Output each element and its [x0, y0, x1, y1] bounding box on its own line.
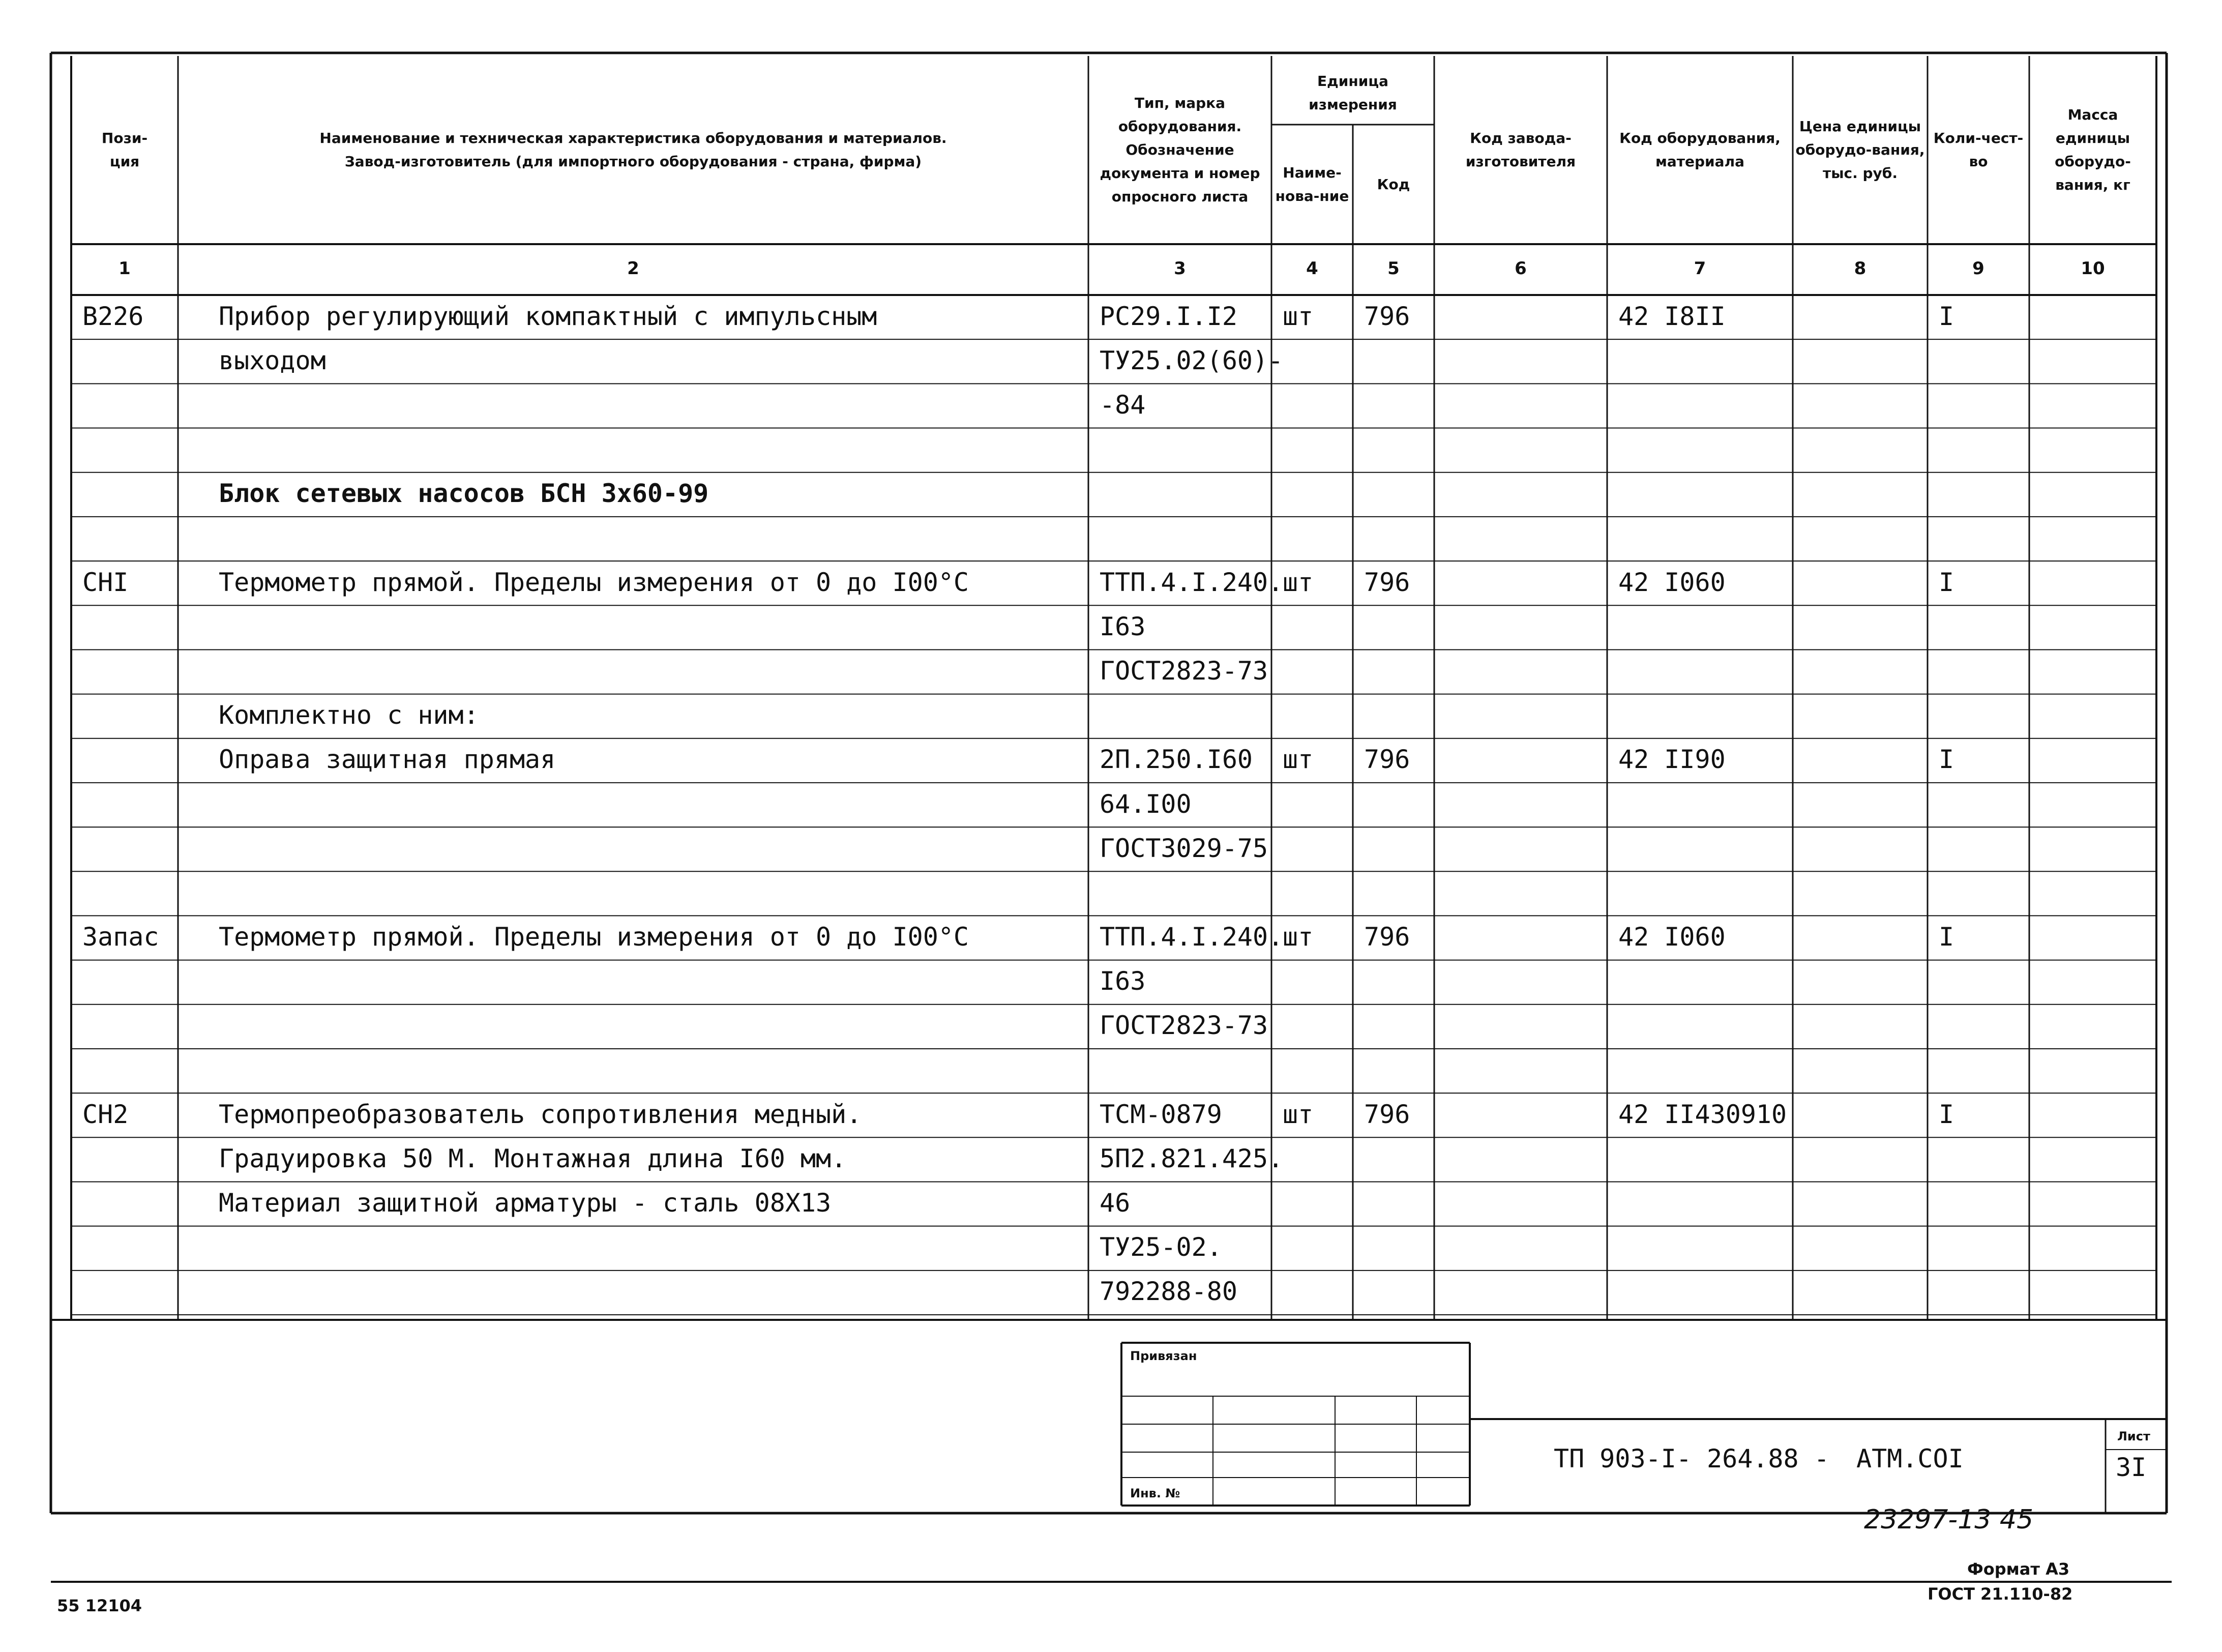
column-header-7: Код оборудования, материала	[1619, 130, 1781, 170]
row-7-type: ТТП.4.I.240.	[1100, 567, 1284, 597]
row-1-pos: В226	[82, 301, 144, 331]
row-23-type: 792288-80	[1100, 1277, 1237, 1307]
row-11-type: 2П.250.I60	[1100, 745, 1253, 775]
row-15-qty: I	[1939, 922, 1954, 952]
column-number-2: 2	[627, 258, 639, 279]
column-number-5: 5	[1387, 258, 1400, 279]
column-header-1: Пози- ция	[101, 130, 148, 170]
row-20-name: Градуировка 50 М. Монтажная длина I60 мм.	[219, 1143, 847, 1173]
format-label: Формат А3	[1967, 1559, 2070, 1579]
column-number-10: 10	[2081, 258, 2105, 279]
row-7-unit: шт	[1283, 567, 1314, 597]
row-12-type: 64.I00	[1100, 789, 1192, 819]
column-header-8: Цена единицы оборудо-вания, тыс. руб.	[1795, 118, 1925, 182]
row-19-qty: I	[1939, 1099, 1954, 1129]
row-21-name: Материал защитной арматуры - сталь 08Х13	[219, 1188, 832, 1218]
row-1-qty: I	[1939, 301, 1954, 331]
row-7-unit-code: 796	[1364, 567, 1410, 597]
print-code: 55 12104	[57, 1596, 142, 1615]
column-header-9: Коли-чест-во	[1933, 130, 2024, 170]
column-header-6: Код завода-изготовителя	[1465, 130, 1576, 170]
column-number-1: 1	[118, 258, 131, 279]
column-number-3: 3	[1174, 258, 1186, 279]
row-20-type: 5П2.821.425.	[1100, 1143, 1284, 1173]
row-17-type: ГОСТ2823-73	[1100, 1011, 1268, 1041]
stamp-sheet-number: 3I	[2116, 1453, 2147, 1482]
stamp-inv-no-label: Инв. №	[1130, 1486, 1180, 1500]
row-1-name: Прибор регулирующий компактный с импульсным	[219, 301, 877, 331]
row-15-type: ТТП.4.I.240.	[1100, 922, 1284, 952]
row-21-type: 46	[1100, 1188, 1131, 1218]
row-19-unit: шт	[1283, 1099, 1314, 1129]
row-7-name: Термометр прямой. Пределы измерения от 0 до I00°С	[219, 567, 969, 597]
row-15-pos: Запас	[82, 922, 159, 952]
column-header-5: Код	[1377, 175, 1410, 193]
row-10-name: Комплектно с ним:	[219, 700, 479, 730]
row-11-unit: шт	[1283, 745, 1314, 775]
row-1-code: 42 I8II	[1618, 301, 1726, 331]
row-11-name: Оправа защитная прямая	[219, 745, 556, 775]
row-2-name: выходом	[219, 345, 326, 375]
unit-group-header: Единица измерения	[1309, 72, 1397, 113]
row-11-unit-code: 796	[1364, 745, 1410, 775]
row-7-code: 42 I060	[1618, 567, 1726, 597]
row-1-unit: шт	[1283, 301, 1314, 331]
row-15-unit: шт	[1283, 922, 1314, 952]
column-number-4: 4	[1306, 258, 1318, 279]
column-header-3: Тип, марка оборудования. Обозначение документа и номер опросного листа	[1100, 95, 1260, 205]
handwritten-inventory-number: 23297-13 45	[1864, 1504, 2034, 1535]
column-header-4: Наиме-нова-ние	[1275, 164, 1349, 204]
column-number-8: 8	[1854, 258, 1867, 279]
row-22-type: ТУ25-02.	[1100, 1232, 1222, 1262]
stamp-sheet-label: Лист	[2117, 1429, 2150, 1443]
row-11-code: 42 II90	[1618, 745, 1726, 775]
row-19-unit-code: 796	[1364, 1099, 1410, 1129]
row-15-name: Термометр прямой. Пределы измерения от 0 до I00°С	[219, 922, 969, 952]
column-number-7: 7	[1694, 258, 1706, 279]
gost-label: ГОСТ 21.110-82	[1928, 1584, 2073, 1604]
row-8-type: I63	[1100, 611, 1146, 641]
row-2-type: ТУ25.02(60)-	[1100, 345, 1284, 375]
stamp-privyazan-label: Привязан	[1130, 1349, 1197, 1363]
row-1-type: РС29.I.I2	[1100, 301, 1237, 331]
row-13-type: ГОСТ3029-75	[1100, 833, 1268, 863]
stamp-document-code: ТП 903-I- 264.88 -	[1554, 1444, 1829, 1473]
column-header-10: Масса единицы оборудо-вания, кг	[2055, 106, 2131, 193]
row-19-type: ТСМ-0879	[1100, 1099, 1222, 1129]
row-16-type: I63	[1100, 966, 1146, 996]
row-9-type: ГОСТ2823-73	[1100, 656, 1268, 686]
row-5-name: Блок сетевых насосов БСН 3х60-99	[219, 479, 709, 509]
stamp-document-suffix: АТМ.СОI	[1856, 1444, 1964, 1473]
row-11-qty: I	[1939, 745, 1954, 775]
column-header-2: Наименование и техническая характеристика оборудования и материалов. Завод-изготовитель (для импортного оборудования - страна, фирма)	[319, 130, 947, 170]
row-3-type: -84	[1100, 390, 1146, 420]
row-7-pos: СНI	[82, 567, 129, 597]
row-19-code: 42 II430910	[1618, 1099, 1787, 1129]
row-19-pos: СН2	[82, 1099, 129, 1129]
column-number-9: 9	[1972, 258, 1984, 279]
row-15-code: 42 I060	[1618, 922, 1726, 952]
row-19-name: Термопреобразователь сопротивления медный.	[219, 1099, 862, 1129]
row-15-unit-code: 796	[1364, 922, 1410, 952]
row-1-unit-code: 796	[1364, 301, 1410, 331]
row-7-qty: I	[1939, 567, 1954, 597]
column-number-6: 6	[1515, 258, 1527, 279]
